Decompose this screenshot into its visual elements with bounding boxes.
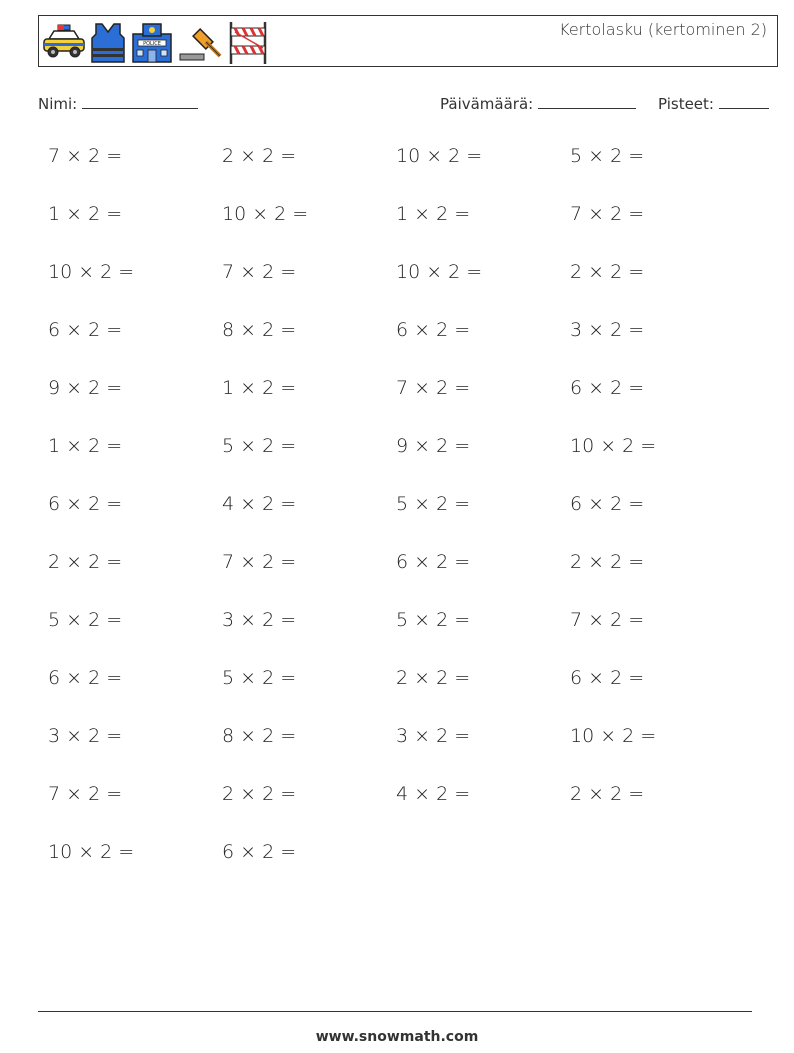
problem-item: 2 × 2 = <box>570 783 645 805</box>
problem-item: 8 × 2 = <box>222 725 297 747</box>
problem-item: 2 × 2 = <box>570 551 645 573</box>
problem-item: 1 × 2 = <box>48 435 123 457</box>
problem-item: 5 × 2 = <box>222 667 297 689</box>
problem-item: 5 × 2 = <box>570 145 645 167</box>
score-blank[interactable] <box>719 94 769 109</box>
problem-item: 6 × 2 = <box>48 667 123 689</box>
name-label: Nimi: <box>38 95 78 113</box>
header-icons <box>41 19 269 65</box>
problem-item: 10 × 2 = <box>570 725 657 747</box>
problem-item: 7 × 2 = <box>222 261 297 283</box>
problem-item: 10 × 2 = <box>48 841 135 863</box>
name-field[interactable] <box>38 94 198 113</box>
problem-item: 2 × 2 = <box>48 551 123 573</box>
problem-item: 6 × 2 = <box>396 319 471 341</box>
problem-item: 5 × 2 = <box>48 609 123 631</box>
problem-item: 7 × 2 = <box>48 145 123 167</box>
problem-item: 1 × 2 = <box>48 203 123 225</box>
problem-item: 7 × 2 = <box>396 377 471 399</box>
worksheet-header <box>38 15 778 67</box>
problem-item: 7 × 2 = <box>48 783 123 805</box>
police-car-icon <box>41 21 87 63</box>
problem-item: 6 × 2 = <box>48 319 123 341</box>
police-station-icon <box>129 20 175 64</box>
problem-item: 10 × 2 = <box>222 203 309 225</box>
road-barrier-icon <box>227 20 269 64</box>
problem-item: 5 × 2 = <box>222 435 297 457</box>
problem-item: 6 × 2 = <box>48 493 123 515</box>
problem-item: 6 × 2 = <box>570 667 645 689</box>
footer-url: www.snowmath.com <box>315 1029 479 1045</box>
problem-item: 9 × 2 = <box>396 435 471 457</box>
problem-item: 3 × 2 = <box>222 609 297 631</box>
problem-item: 6 × 2 = <box>222 841 297 863</box>
problem-item: 7 × 2 = <box>570 609 645 631</box>
problem-item: 2 × 2 = <box>222 145 297 167</box>
problem-item: 10 × 2 = <box>396 145 483 167</box>
problem-item: 4 × 2 = <box>222 493 297 515</box>
problem-item: 3 × 2 = <box>570 319 645 341</box>
name-blank[interactable] <box>82 94 198 109</box>
problem-item: 10 × 2 = <box>570 435 657 457</box>
problem-item: 7 × 2 = <box>222 551 297 573</box>
footer-divider <box>38 1011 752 1012</box>
problem-item: 2 × 2 = <box>396 667 471 689</box>
problem-item: 2 × 2 = <box>570 261 645 283</box>
problem-item: 10 × 2 = <box>396 261 483 283</box>
problem-item: 5 × 2 = <box>396 609 471 631</box>
problem-item: 7 × 2 = <box>570 203 645 225</box>
problem-item: 2 × 2 = <box>222 783 297 805</box>
problem-item: 1 × 2 = <box>222 377 297 399</box>
problem-item: 6 × 2 = <box>570 377 645 399</box>
problem-item: 4 × 2 = <box>396 783 471 805</box>
date-field[interactable] <box>440 94 636 113</box>
police-vest-icon <box>90 20 126 64</box>
date-label: Päivämäärä: <box>440 95 534 113</box>
problem-item: 9 × 2 = <box>48 377 123 399</box>
date-blank[interactable] <box>538 94 636 109</box>
score-label: Pisteet: <box>658 95 714 113</box>
problem-item: 8 × 2 = <box>222 319 297 341</box>
problem-item: 1 × 2 = <box>396 203 471 225</box>
problem-item: 6 × 2 = <box>396 551 471 573</box>
problem-item: 6 × 2 = <box>570 493 645 515</box>
police-sign-text: POLICE <box>143 41 161 47</box>
problem-item: 5 × 2 = <box>396 493 471 515</box>
problem-item: 3 × 2 = <box>396 725 471 747</box>
problem-item: 10 × 2 = <box>48 261 135 283</box>
score-field[interactable] <box>658 94 769 113</box>
worksheet-title: Kertolasku (kertominen 2) <box>559 20 767 39</box>
problem-item: 3 × 2 = <box>48 725 123 747</box>
gavel-icon <box>178 20 224 64</box>
